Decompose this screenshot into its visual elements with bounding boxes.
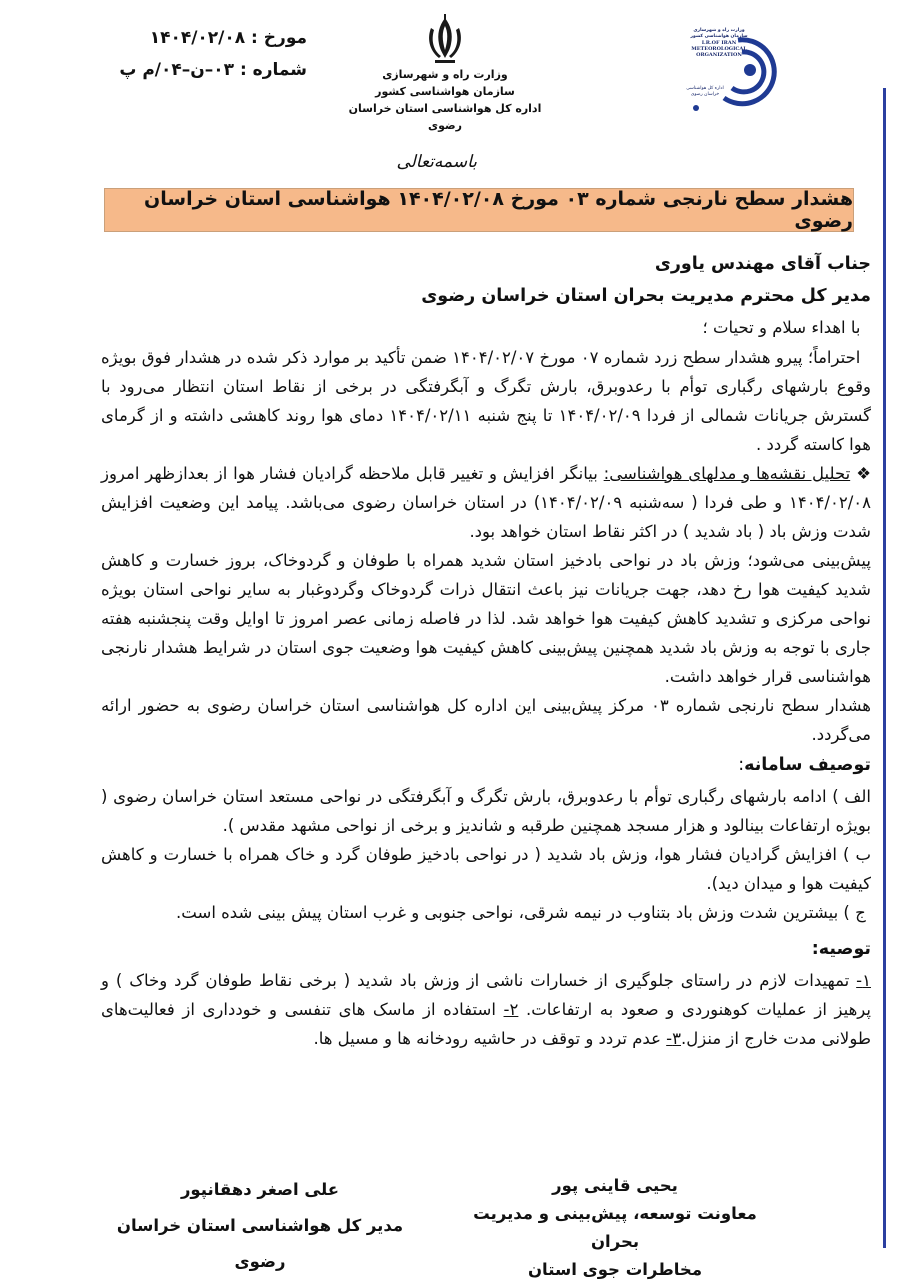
- system-heading-text: توصیف سامانه: [744, 755, 871, 775]
- system-item-b: ب ) افزایش گرادیان فشار هوا، وزش باد شدید ( در نواحی بادخیز طوفان گرد و خاک همراه با خسارت و کاهش کیفیت هوا و میدان دید).: [101, 845, 871, 893]
- ministry-heading: [330, 66, 560, 134]
- system-item-c: [101, 898, 871, 927]
- system-heading-colon: :: [738, 755, 745, 775]
- met-org-sub: [682, 86, 728, 98]
- met-org-en-3: ORGANIZATION: [696, 52, 742, 58]
- advice-text-3: عدم تردد و توقف در حاشیه رودخانه ها و مسیل ها.: [313, 1029, 667, 1048]
- paragraph-intro-text: احتراماً؛ پیرو هشدار سطح زرد شماره ۰۷ مورخ ۱۴۰۴/۰۲/۰۷ ضمن تأکید بر موارد ذکر شده در هشدار فوق بویژه وقوع بارشهای رگباری توأم با رعدوبرق، بارش تگرگ و آبگرفتگی در برخی از نقاط استان انتظار می‌رود با گسترش جریانات شمالی از فردا ۱۴۰۴/۰۲/۰۹ تا پنج شنبه ۱۴۰۴/۰۲/۱۱ دمای هوا روند کاهشی داشته و از گرمای هوا کاسته گردد .: [101, 348, 872, 454]
- deputy-title-2: مخاطرات جوی استان: [527, 1260, 703, 1279]
- paragraph-announcement: هشدار سطح نارنجی شماره ۰۳ مرکز پیش‌بینی این اداره کل هواشناسی استان خراسان رضوی به حضور ارائه می‌گردد.: [101, 696, 871, 744]
- letter-body: [101, 246, 871, 1053]
- greeting-text: با اهداء سلام و تحیات ؛: [702, 318, 861, 337]
- met-org-en-1: I.R.OF IRAN: [701, 40, 737, 46]
- basmala: باسمه‌تعالی: [396, 152, 477, 172]
- ministry-line: وزارت راه و شهرسازی: [382, 68, 508, 81]
- analysis-text: بیانگر افزایش و تغییر قابل ملاحظه گرادیان فشار هوا از بعدازظهر امروز ۱۴۰۴/۰۲/۰۸ و طی فردا ( سه‌شنبه ۱۴۰۴/۰۲/۰۹) در استان خراسان رضوی می‌باشد. پیامد این وضعیت افزایش شدت وزش باد ( باد شدید ) در اکثر نقاط استان خواهد بود.: [101, 464, 872, 541]
- analysis-heading: تحلیل نقشه‌ها و مدلهای هواشناسی:: [603, 464, 851, 483]
- deputy-name: یحیی قاینی پور: [552, 1176, 678, 1195]
- margin-rule: [883, 88, 886, 1248]
- signature-director: [110, 1172, 410, 1280]
- director-name: علی اصغر دهقانپور: [180, 1180, 340, 1199]
- greeting: [101, 313, 871, 343]
- system-item-a: الف ) ادامه بارشهای رگباری توأم با رعدوبرق، بارش تگرگ و آبگرفتگی در نواحی مستعد استان خراسان رضوی ( بویژه ارتفاعات بینالود و هزار مسجد همچنین طرقبه و شاندیز و برخی از نواحی مشهد مقدس ).: [101, 787, 871, 835]
- diamond-bullet-icon: ❖: [856, 464, 871, 483]
- recipient-name: جناب آقای مهندس یاوری: [654, 254, 871, 274]
- met-org-fa-2: سازمان هواشناسی کشور: [690, 34, 748, 39]
- paragraph-analysis: [101, 459, 871, 546]
- director-title: مدیر کل هواشناسی استان خراسان رضوی: [116, 1216, 404, 1271]
- paragraph-intro: [101, 343, 871, 459]
- iran-emblem-icon: [423, 14, 467, 66]
- advice-heading: توصیه:: [811, 939, 871, 959]
- system-heading: [101, 749, 871, 782]
- letter-date: مورخ : ۱۴۰۴/۰۲/۰۸: [149, 28, 307, 48]
- advice-list: [101, 966, 871, 1053]
- organization-line: سازمان هواشناسی کشور: [375, 85, 515, 98]
- letter-number: شماره : ۰۳–ن–۰۴/م پ: [119, 60, 307, 80]
- met-org-sub-1: اداره کل هواشناسی: [686, 86, 724, 91]
- deputy-title-1: معاونت توسعه، پیش‌بینی و مدیریت بحران: [473, 1204, 757, 1251]
- advice-number-3: ۳-: [666, 1029, 682, 1048]
- system-item-c-text: ج ) بیشترین شدت وزش باد بتناوب در نیمه شرقی، نواحی جنوبی و غرب استان پیش بینی شده است.: [176, 903, 866, 922]
- letter-meta: [57, 22, 307, 86]
- advice-text-2: استفاده از ماسک های تنفسی و خودداری از فعالیت‌های طولانی مدت خارج از منزل.: [101, 1000, 871, 1048]
- met-org-en-2: METEOROLOGICAL: [691, 46, 747, 52]
- advice-number-2: ۲-: [503, 1000, 519, 1019]
- warning-title: هشدار سطح نارنجی شماره ۰۳ مورخ ۱۴۰۴/۰۲/۰۸ هواشناسی استان خراسان رضوی: [104, 188, 854, 232]
- signature-deputy: [450, 1172, 780, 1284]
- office-line: اداره کل هواشناسی استان خراسان رضوی: [348, 102, 542, 132]
- met-org-fa-1: وزارت راه و شهرسازی: [693, 28, 745, 33]
- advice-number-1: ۱-: [856, 971, 871, 990]
- met-org-sub-2: خراسان رضوی: [690, 92, 720, 97]
- advice-text-1: تمهیدات لازم در راستای جلوگیری از خسارات ناشی از وزش باد شدید ( برخی نقاط طوفان گرد وخاک ) و پرهیز از عملیات کوهنوردی و صعود به ارتفاعات.: [101, 971, 871, 1019]
- recipient-title: مدیر کل محترم مدیریت بحران استان خراسان رضوی: [421, 286, 871, 306]
- met-org-label: [676, 28, 762, 58]
- paragraph-forecast: پیش‌بینی می‌شود؛ وزش باد در نواحی بادخیز استان شدید همراه با طوفان و گردوخاک، بروز خسارت و کاهش شدید کیفیت هوا رخ دهد، جهت جریانات نیز باعث انتقال ذرات گردوخاک وگردوغبار به سایر نواحی استان بویژه نواحی مرکزی و تشدید کاهش کیفیت هوا خواهد شد. لذا در فاصله زمانی عصر امروز تا اوایل وقت پنجشنبه هفته جاری با توجه به وزش باد شدید همچنین پیش‌بینی کاهش کیفیت هوا وضعیت جوی استان در شرایط هشدار نارنجی هواشناسی قرار خواهد داشت.: [101, 551, 871, 686]
